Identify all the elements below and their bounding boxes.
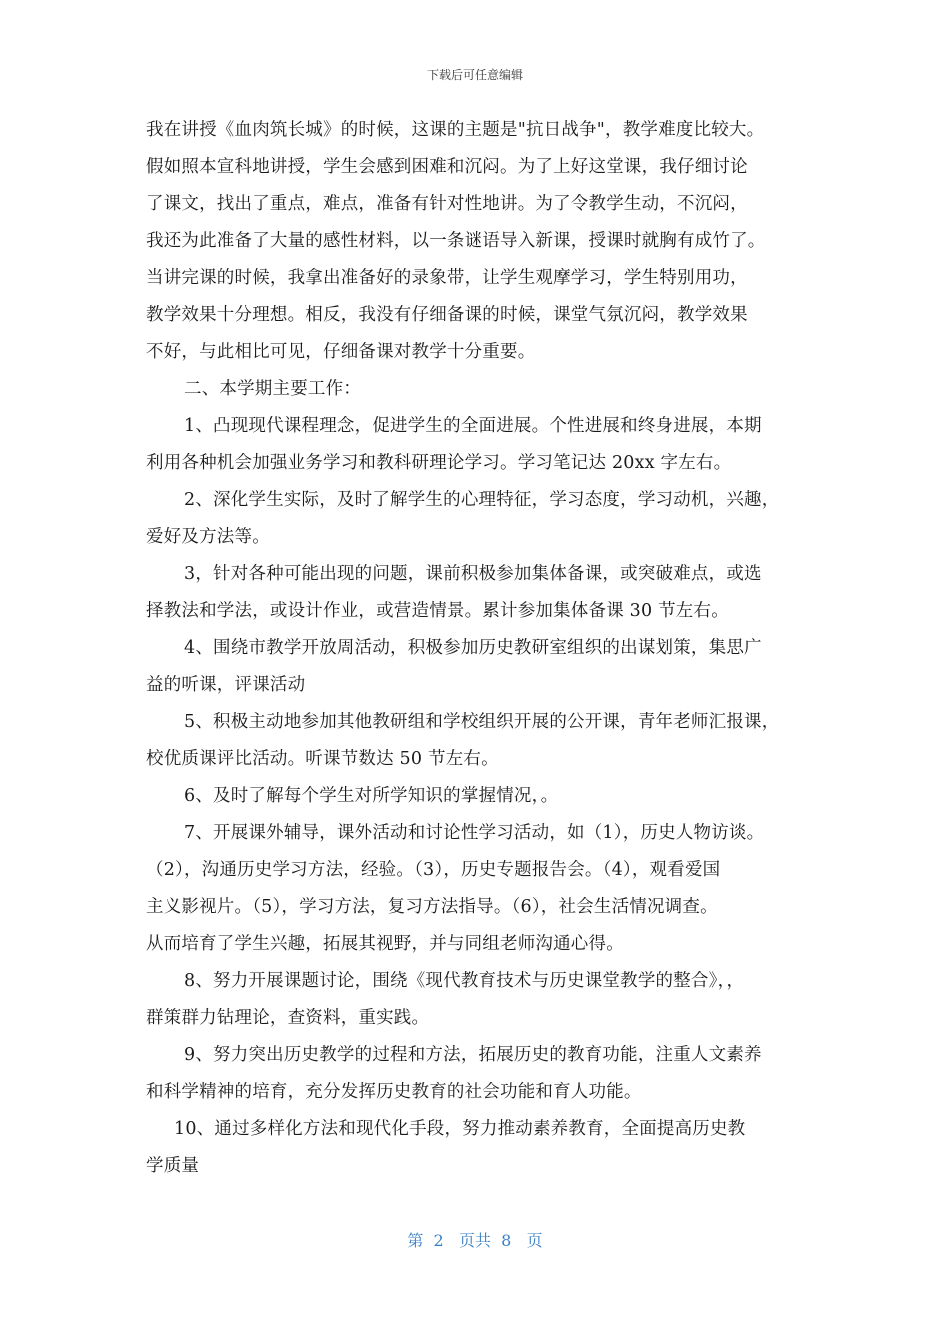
text-line: 校优质课评比活动。听课节数达 50 节左右。	[146, 749, 499, 769]
text-line: 学质量	[146, 1156, 200, 1176]
page-header: 下载后可任意编辑	[426, 68, 523, 82]
text-line: 不好，与此相比可见，仔细备课对教学十分重要。	[146, 342, 536, 362]
page-footer: 第 2 页共 8 页	[407, 1231, 543, 1250]
text-line: 当讲完课的时候，我拿出准备好的录象带，让学生观摩学习，学生特别用功，	[146, 268, 748, 288]
section-heading: 二、本学期主要工作：	[184, 379, 361, 399]
text-line: 教学效果十分理想。相反，我没有仔细备课的时候，课堂气氛沉闷，教学效果	[146, 305, 748, 325]
text-line: 了课文，找出了重点，难点，准备有针对性地讲。为了令教学生动，不沉闷，	[146, 194, 748, 214]
text-line: 7、开展课外辅导，课外活动和讨论性学习活动，如（1），历史人物访谈。	[184, 823, 765, 843]
text-line: 假如照本宣科地讲授，学生会感到困难和沉闷。为了上好这堂课，我仔细讨论	[146, 157, 748, 177]
text-line: 和科学精神的培育，充分发挥历史教育的社会功能和育人功能。	[146, 1082, 642, 1102]
text-line: 利用各种机会加强业务学习和教科研理论学习。学习笔记达 20xx 字左右。	[146, 453, 732, 473]
text-line: 从而培育了学生兴趣，拓展其视野，并与同组老师沟通心得。	[146, 934, 624, 954]
text-line: 择教法和学法，或设计作业，或营造情景。累计参加集体备课 30 节左右。	[146, 601, 729, 621]
text-line: 4、围绕市教学开放周活动，积极参加历史教研室组织的出谋划策，集思广	[184, 638, 762, 658]
text-line: 2、深化学生实际，及时了解学生的心理特征，学习态度，学习动机，兴趣，	[184, 490, 780, 510]
text-line: 益的听课，评课活动	[146, 675, 306, 695]
text-line: 3，针对各种可能出现的问题，课前积极参加集体备课，或突破难点，或选	[184, 564, 762, 584]
text-line: （2），沟通历史学习方法，经验。（3），历史专题报告会。（4），观看爱国	[146, 860, 721, 880]
text-line: 10、通过多样化方法和现代化手段，努力推动素养教育，全面提高历史教	[174, 1119, 746, 1139]
text-line: 群策群力钻理论，查资料，重实践。	[146, 1008, 430, 1028]
text-line: 5、积极主动地参加其他教研组和学校组织开展的公开课，青年老师汇报课，	[184, 712, 780, 732]
text-line: 爱好及方法等。	[146, 527, 270, 547]
text-line: 主义影视片。（5），学习方法，复习方法指导。（6），社会生活情况调查。	[146, 897, 718, 917]
text-line: 8、努力开展课题讨论，围绕《现代教育技术与历史课堂教学的整合》，，	[184, 971, 745, 991]
text-line: 9、努力突出历史教学的过程和方法，拓展历史的教育功能，注重人文素养	[184, 1045, 762, 1065]
text-line: 我在讲授《血肉筑长城》的时候，这课的主题是"抗日战争"，教学难度比较大。	[146, 120, 765, 140]
text-line: 1、凸现现代课程理念，促进学生的全面进展。个性进展和终身进展，本期	[184, 416, 762, 436]
text-line: 6、及时了解每个学生对所学知识的掌握情况，。	[184, 786, 559, 806]
text-line: 我还为此准备了大量的感性材料，以一条谜语导入新课，授课时就胸有成竹了。	[146, 231, 766, 251]
